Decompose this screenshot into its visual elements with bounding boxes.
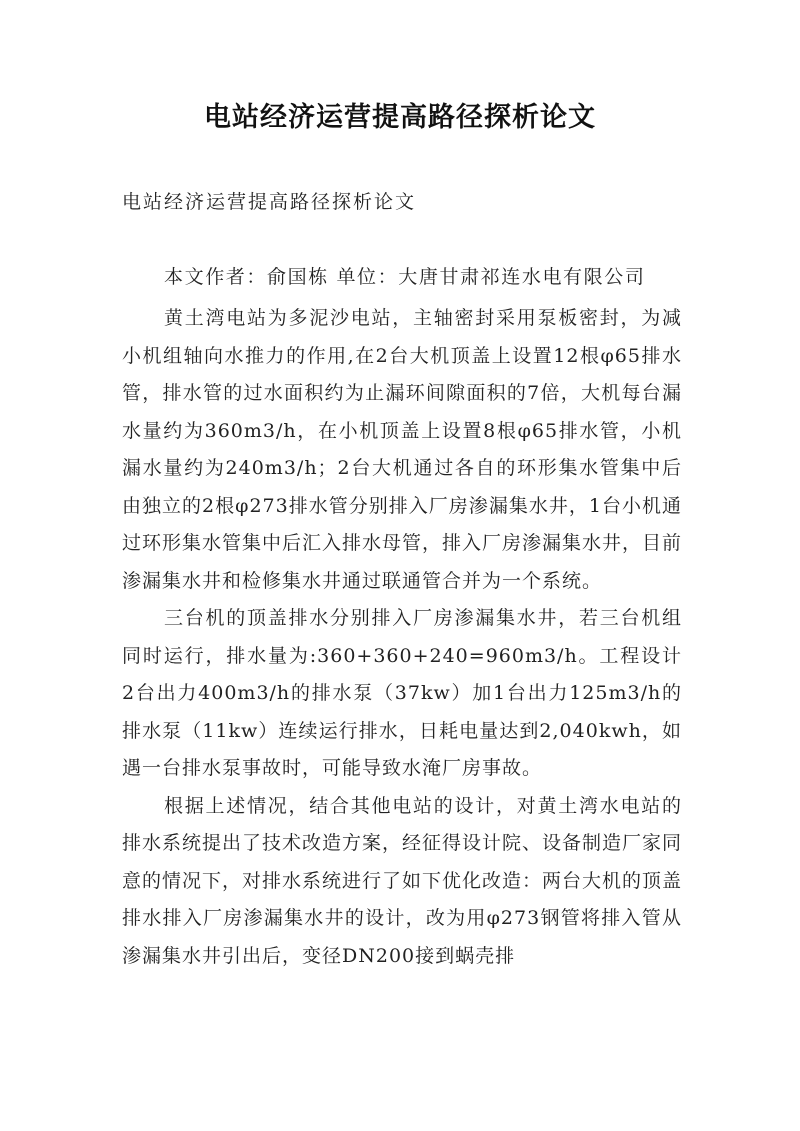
body-paragraph: 黄土湾电站为多泥沙电站，主轴密封采用泵板密封，为减小机组轴向水推力的作用,在2台大机顶盖上设置12根φ65排水管，排水管的过水面积约为止漏环间隙面积的7倍，大机每台漏水量约为360m3/h，在小机顶盖上设置8根φ65排水管，小机漏水量约为240m3/h；2台大机通过各自的环形集水管集中后由独立的2根φ273排水管分别排入厂房渗漏集水井，1台小机通过环形集水管集中后汇入排水母管，排入厂房渗漏集水井，目前渗漏集水井和检修集水井通过联通管合并为一个系统。 xyxy=(122,307,683,592)
author-line: 本文作者：俞国栋 单位：大唐甘肃祁连水电有限公司 xyxy=(164,266,646,288)
document-body xyxy=(122,300,682,975)
body-paragraph: 三台机的顶盖排水分别排入厂房渗漏集水井，若三台机组同时运行，排水量为:360+360+240=960m3/h。工程设计2台出力400m3/h的排水泵（37kw）加1台出力125m3/h的排水泵（11kw）连续运行排水，日耗电量达到2,040kwh，如遇一台排水泵事故时，可能导致水淹厂房事故。 xyxy=(122,607,682,779)
body-paragraph: 根据上述情况，结合其他电站的设计，对黄土湾水电站的排水系统提出了技术改造方案，经征得设计院、设备制造厂家同意的情况下，对排水系统进行了如下优化改造：两台大机的顶盖排水排入厂房渗漏集水井的设计，改为用φ273钢管将排入管从渗漏集水井引出后，变径DN200接到蜗壳排 xyxy=(122,794,683,967)
document-subtitle: 电站经济运营提高路径探析论文 xyxy=(122,191,417,213)
document-title: 电站经济运营提高路径探析论文 xyxy=(204,102,596,133)
